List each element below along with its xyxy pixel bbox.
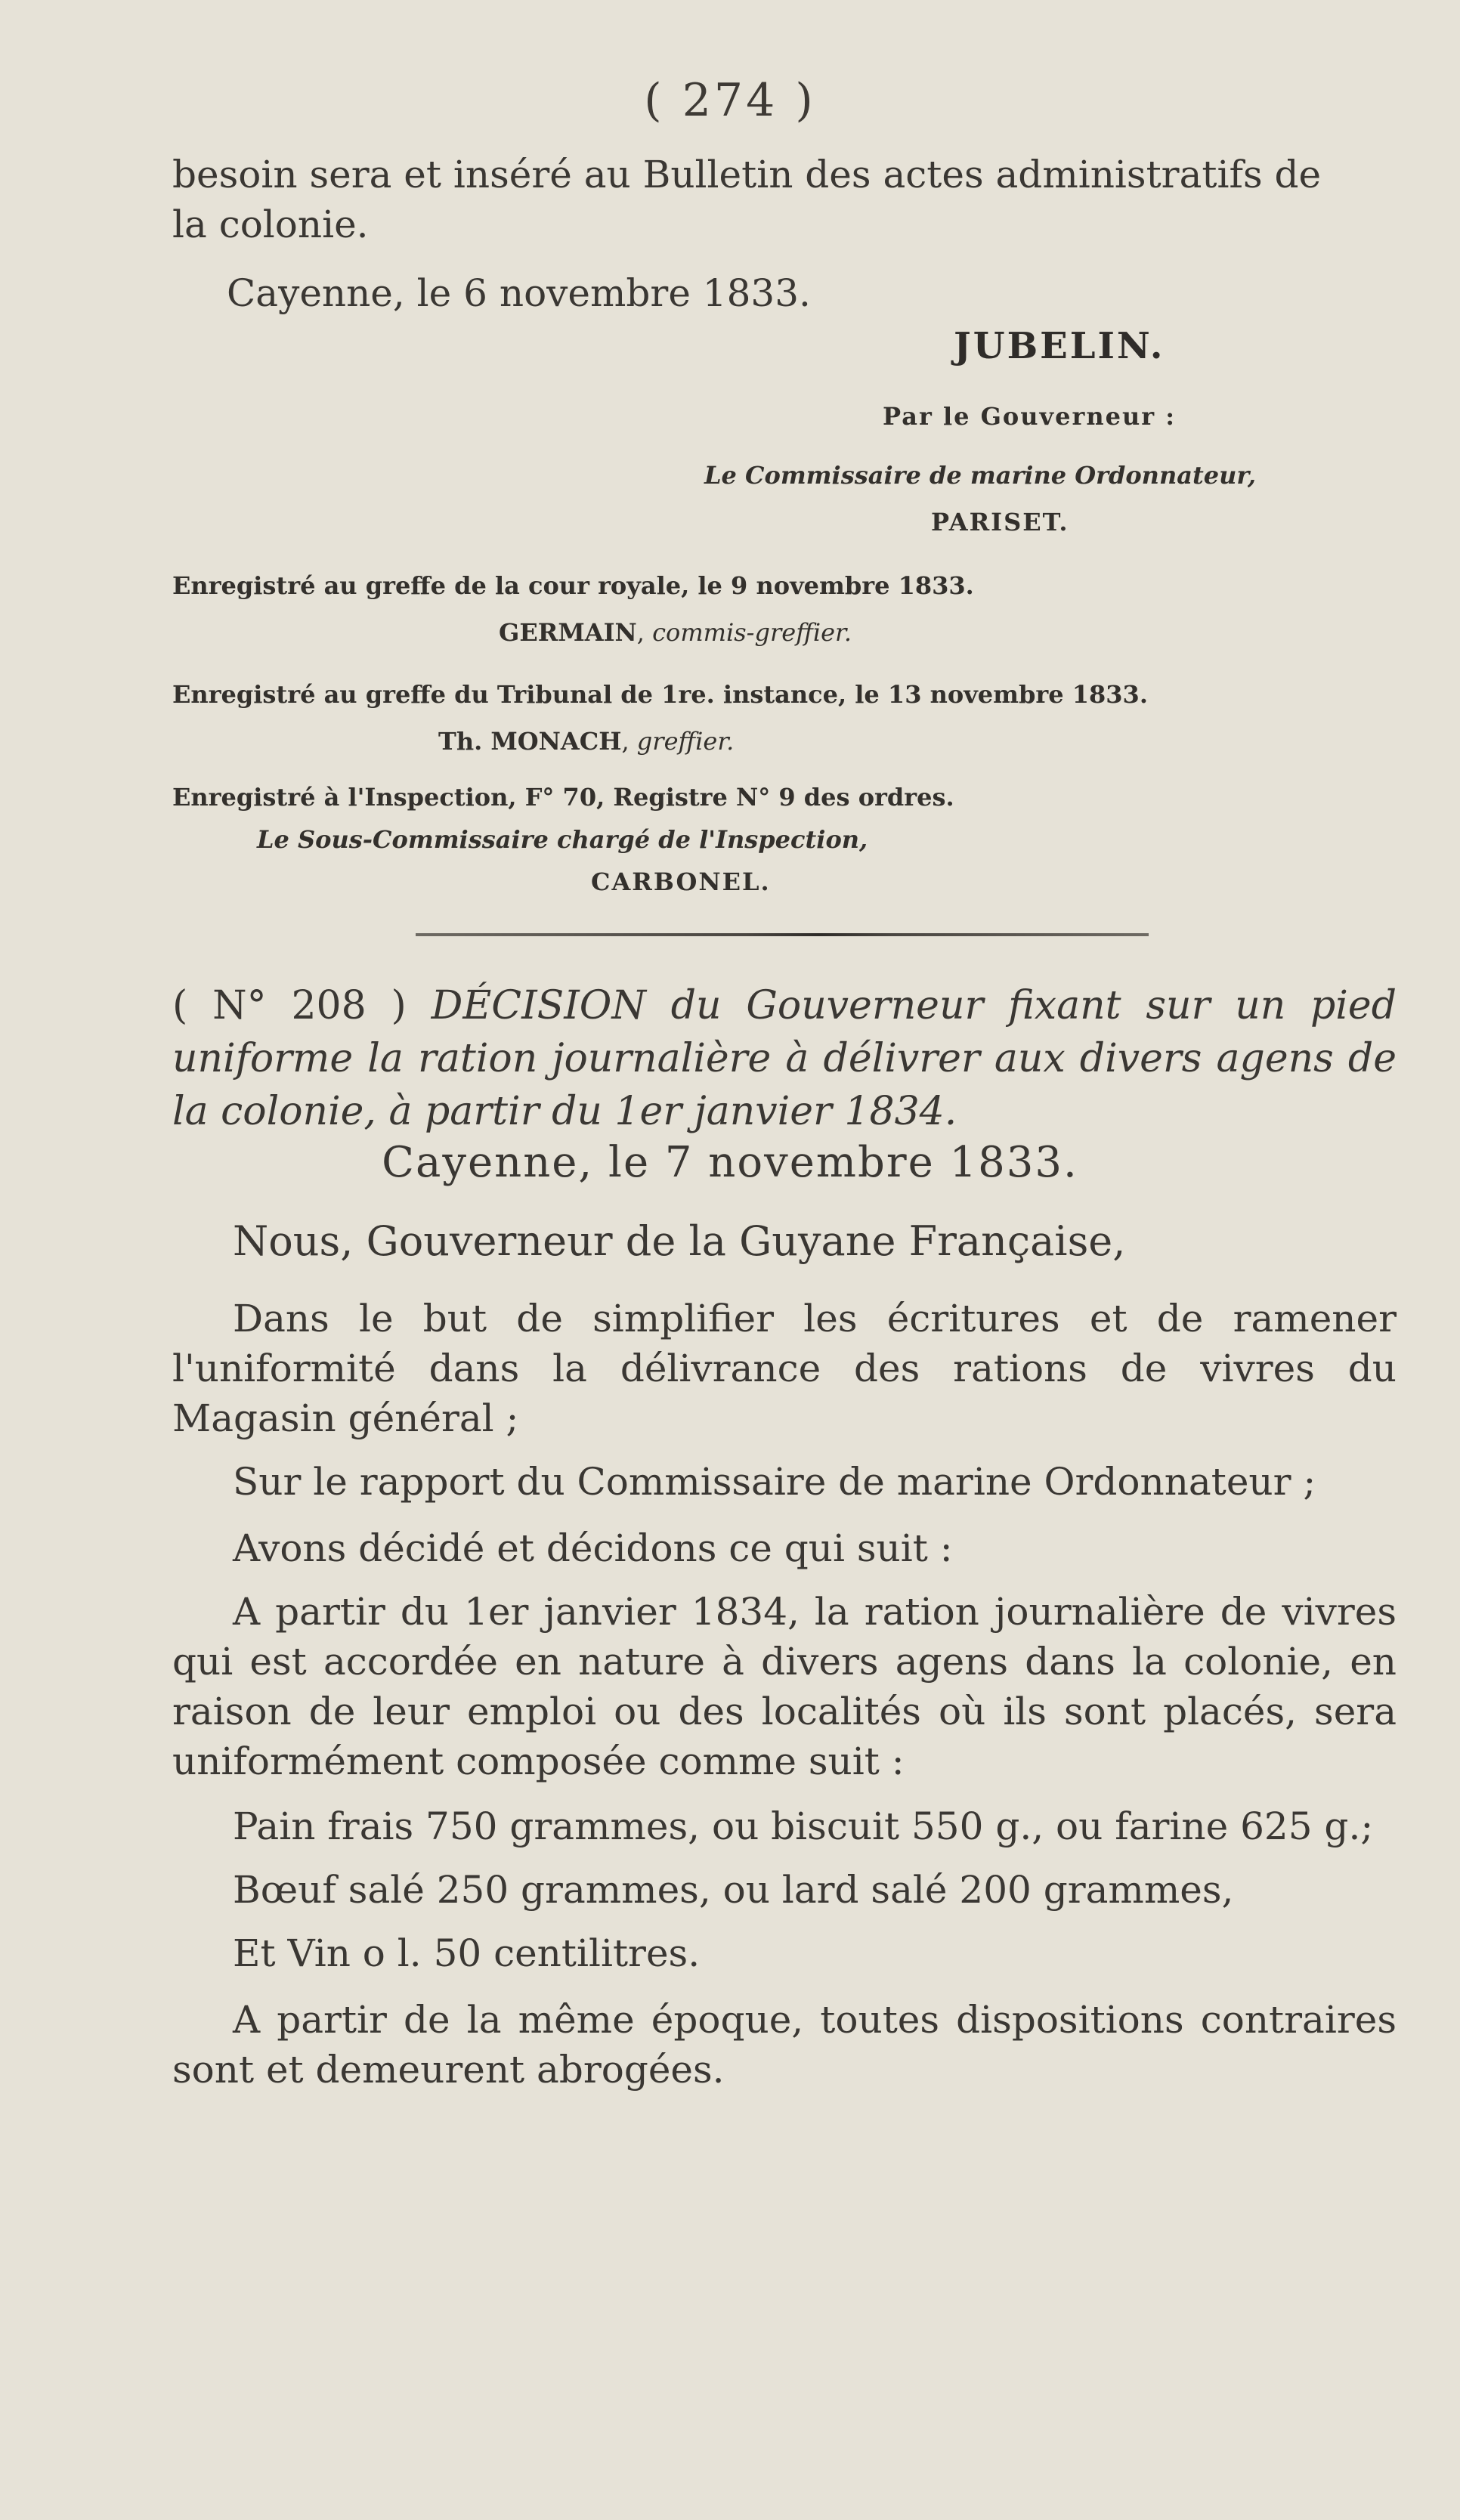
registration-2-line: Enregistré au greffe du Tribunal de 1re. instance, le 13 novembre 1833.: [172, 680, 1148, 709]
decision-item-2: Bœuf salé 250 grammes, ou lard salé 200 grammes,: [233, 1868, 1234, 1912]
par-gouverneur: Par le Gouverneur :: [883, 402, 1177, 431]
decision-item-1: Pain frais 750 grammes, ou biscuit 550 g., ou farine 625 g.;: [233, 1804, 1374, 1848]
commissaire-name: PARISET.: [931, 508, 1069, 536]
decision-item-3: Et Vin o l. 50 centilitres.: [233, 1931, 701, 1975]
section-divider: [416, 933, 1149, 936]
registration-1-name: GERMAIN: [499, 618, 637, 647]
registration-2-role: greffier.: [636, 727, 735, 756]
registration-1-role: commis-greffier.: [652, 618, 852, 647]
decision-nous: Nous, Gouverneur de la Guyane Française,: [233, 1217, 1126, 1265]
registration-1-signer: GERMAIN, commis-greffier.: [499, 618, 852, 647]
decision-number: ( N° 208 ): [172, 983, 407, 1028]
decision-para-5: A partir de la même époque, toutes dispositions contraires sont et demeurent abrogées.: [172, 1998, 1397, 2092]
prev-line-1: besoin sera et inséré au Bulletin des actes administratifs de: [172, 153, 1322, 196]
decision-para-3: Avons décidé et décidons ce qui suit :: [233, 1526, 953, 1570]
registration-3-line: Enregistré à l'Inspection, F° 70, Registre N° 9 des ordres.: [172, 783, 954, 812]
signature-jubelin: JUBELIN.: [954, 325, 1165, 367]
registration-3-title: Le Sous-Commissaire chargé de l'Inspection,: [257, 825, 868, 854]
registration-3-name: CARBONEL.: [591, 867, 771, 896]
decision-para-2: Sur le rapport du Commissaire de marine Ordonnateur ;: [233, 1460, 1316, 1504]
decision-title: DÉCISION du Gouverneur fixant sur un pied uniforme la ration journalière à délivrer aux divers agens de la colonie, à partir du 1er janvier 1834.: [172, 983, 1397, 1134]
prev-date: Cayenne, le 6 novembre 1833.: [227, 271, 811, 315]
prev-line-2: la colonie.: [172, 203, 369, 246]
registration-1-line: Enregistré au greffe de la cour royale, le 9 novembre 1833.: [172, 571, 974, 600]
decision-para-4: A partir du 1er janvier 1834, la ration journalière de vivres qui est accordée en nature à divers agens dans la colonie, en raison de leur emploi ou des localités où ils sont placés, sera uniformément composée comme suit :: [172, 1590, 1397, 1783]
registration-2-name: Th. MONACH: [438, 727, 622, 756]
decision-para-1: Dans le but de simplifier les écritures et de ramener l'uniformité dans la délivrance des rations de vivres du Magasin général ;: [172, 1297, 1397, 1440]
page-number: ( 274 ): [644, 74, 816, 127]
decision-heading: [172, 979, 1397, 1138]
decision-date: Cayenne, le 7 novembre 1833.: [382, 1138, 1078, 1187]
commissaire-title: Le Commissaire de marine Ordonnateur,: [704, 461, 1257, 490]
registration-2-signer: Th. MONACH, greffier.: [438, 727, 735, 756]
